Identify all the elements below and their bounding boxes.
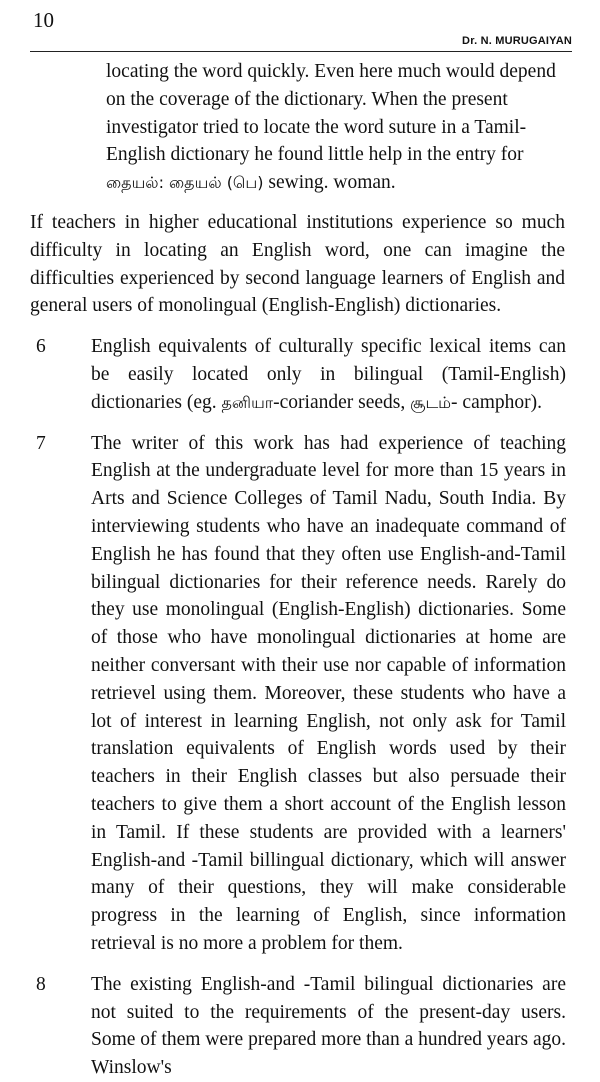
paragraph-teachers: If teachers in higher educational institutions experience so much difficulty in locating an English word, one can imagine the difficulties experienced by second language learners of English and general users of monolingual (English-English) dictionaries. (30, 211, 565, 317)
numbered-item-8 (36, 971, 566, 1082)
running-head-author: Dr. N. MURUGAIYAN (462, 35, 572, 47)
numbered-item-6 (36, 333, 566, 416)
header-rule (30, 51, 572, 52)
continued-quote-block (106, 58, 560, 197)
item-number: 6 (36, 336, 46, 358)
numbered-item-7 (36, 430, 566, 958)
item-text (91, 333, 566, 416)
item-6-text-before: English equivalents of culturally specific lexical items can be easily located only in bilingual (Tamil-English) dictionaries (eg. (91, 336, 566, 413)
page-number: 10 (33, 8, 54, 32)
item-text: The existing English-and -Tamil bilingual dictionaries are not suited to the requirements of the present-day users. Some of them were prepared more than a hundred years ago. Winslow's (91, 973, 566, 1079)
continued-text-after: sewing. woman. (263, 172, 396, 194)
item-6-text-mid: -coriander seeds, (273, 391, 411, 413)
continued-paragraph (106, 58, 560, 197)
tamil-word-coriander: தனியா (221, 392, 274, 412)
tamil-word-camphor: சூடம் (410, 392, 452, 412)
page-body (0, 58, 600, 1082)
item-number: 8 (36, 973, 46, 995)
item-6-text-after: - camphor). (451, 391, 543, 413)
item-text: The writer of this work has had experience of teaching English at the undergraduate level for more than 15 years in Arts and Science Colleges of Tamil Nadu, South India. By interviewing students who have an inadequate command of English he has found that they often use English-and-Tamil bilingual dictionaries for their reference needs. Rarely do they use monolingual (English-English) dictionaries. Some of those who have monolingual dictionaries at home are neither conversant with their use nor capable of information retrievel using them. Moreover, these students who have a lot of interest in learning English, not only ask for Tamil translation equivalents of English words used by their teachers in their English classes but also persuade their teachers to give them a short account of the English lesson in Tamil. If these students are provided with a learners' English-and -Tamil billingual dictionary, which will answer many of their questions, they will make considerable progress in the learning of English, since information retrieval is no more a problem for them. (91, 432, 566, 954)
continued-text-before: locating the word quickly. Even here much would depend on the coverage of the dictionary. When the present investigator tried to locate the word suture in a Tamil-English dictionary he found little help in the entry for (106, 61, 556, 166)
item-number: 7 (36, 432, 46, 454)
tamil-entry: தையல்: தையல் (பெ) (106, 173, 264, 193)
